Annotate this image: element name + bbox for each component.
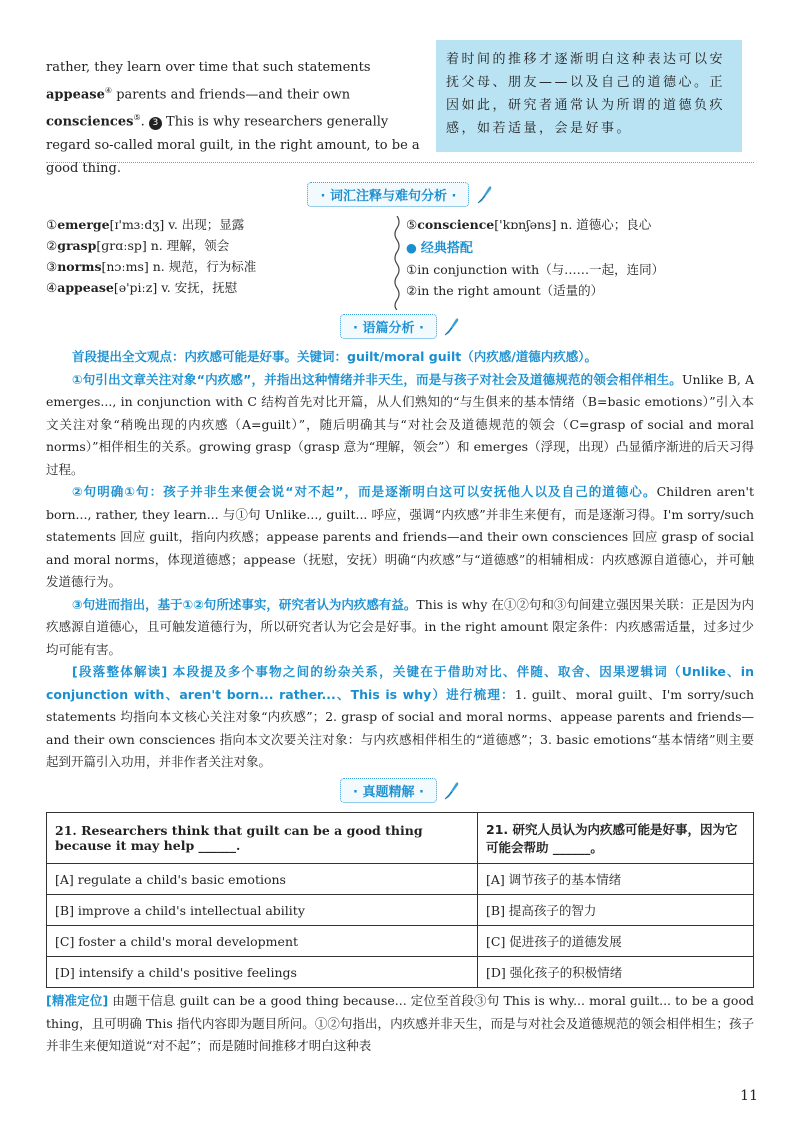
passage-analysis <box>46 346 754 774</box>
question-stem-en: 21. Researchers think that guilt can be a good thing because it may help ______. <box>47 813 478 864</box>
option-c-en: [C] foster a child's moral development <box>47 926 478 957</box>
quill-icon <box>444 780 460 800</box>
collocation-title: ● 经典搭配 <box>406 240 473 256</box>
translation-box: 着时间的推移才逐渐明白这种表达可以安抚父母、朋友——以及自己的道德心。正因如此，研究者通常认为所谓的道德负疚感，如若适量，会是好事。 <box>436 40 742 152</box>
locate-paragraph: [精准定位] 由题干信息 guilt can be a good thing because... 定位至首段③句 This is why... moral guilt... to be a good thing，且可明确 This 指代内容即为题目所问。①②句指出，内疚感并非天生，而是与对社会及道德规范的领会相伴相生；孩子并非生来便知道说“对不起”；而是随时间推移才明白这种表 <box>46 993 754 1053</box>
vocab-list-left <box>46 214 386 298</box>
option-a-en: [A] regulate a child's basic emotions <box>47 864 478 895</box>
option-row <box>47 926 754 957</box>
option-b-en: [B] improve a child's intellectual ability <box>47 895 478 926</box>
divider <box>46 162 754 163</box>
vocab-list-right <box>406 214 756 301</box>
vocab-item: ②grasp[ɡrɑːsp] n. 理解，领会 <box>46 238 230 253</box>
top-english-paragraph: rather, they learn over time that such statements appease④ parents and friends—and their own consciences⑤. 3 This is why researchers generally regard so-called moral guilt, in the right amount, to be a good thing. <box>46 60 420 176</box>
vocab-item: ③norms[nɔːms] n. 规范，行为标准 <box>46 259 257 274</box>
question-stem-cn: 21. 研究人员认为内疚感可能是好事，因为它可能会帮助 ______。 <box>478 813 754 864</box>
option-b-cn: [B] 提高孩子的智力 <box>478 895 754 926</box>
analysis-sentence-1: ①句引出文章关注对象“内疚感”，并指出这种情绪并非天生，而是与孩子对社会及道德规范的领会相伴相生。Unlike B, A emerges..., in conjunction with C 结构首先对比开篇，从人们熟知的“与生俱来的基本情绪（B=basic emotions）”引入本文关注对象“稍晚出现的内疚感（A=guilt）”，随后明确其与“对社会及道德规范的领会（C=grasp of social and moral norms）”相伴相生的关系。growing grasp（grasp 意为“理解，领会”）和 emerges（浮现，出现）凸显循序渐进的后天习得过程。 <box>46 371 754 477</box>
passage-analysis-heading: · 语篇分析 · <box>0 314 800 339</box>
question-stem-row <box>47 813 754 864</box>
vocab-item: ④appease[ə'piːz] v. 安抚，抚慰 <box>46 280 238 295</box>
page-number: 11 <box>740 1088 758 1104</box>
vocab-item: ①emerge[ɪ'mɜːdʒ] v. 出现；显露 <box>46 217 245 232</box>
option-row <box>47 895 754 926</box>
collocation-item: ②in the right amount（适量的） <box>406 283 604 298</box>
bullet-icon: ● <box>406 240 417 255</box>
sentence-3-marker: 3 <box>149 117 162 130</box>
vocab-item: ⑤conscience['kɒnʃəns] n. 道德心；良心 <box>406 217 652 232</box>
option-d-cn: [D] 强化孩子的积极情绪 <box>478 957 754 988</box>
analysis-sentence-3: ③句进而指出，基于①②句所述事实，研究者认为内疚感有益。This is why 在①②句和③句间建立强因果关联：正是因为内疚感源自道德心，且可触发道德行为，所以研究者认为它会是好事。in the right amount 限定条件：内疚感需适量，过多过少均可能有害。 <box>46 596 754 657</box>
question-table <box>46 812 754 988</box>
quill-icon <box>444 316 460 336</box>
option-d-en: [D] intensify a child's positive feelings <box>47 957 478 988</box>
option-row <box>47 957 754 988</box>
collocation-item: ①in conjunction with（与……一起，连同） <box>406 262 665 277</box>
divider-bracket-icon <box>392 216 402 310</box>
vocab-heading: · 词汇注释与难句分析 · <box>0 182 800 207</box>
analysis-overall: [段落整体解读] 本段提及多个事物之间的纷杂关系，关键在于借助对比、伴随、取舍、因果逻辑词（Unlike、in conjunction with、aren't born... rather...、This is why）进行梳理：1. guilt、moral guilt、I'm sorry/such statements 均指向本文核心关注对象“内疚感”；2. grasp of social and moral norms、appease parents and friends—and their own consciences 指向本文次要关注对象：与内疚感相伴相生的“道德感”；3. basic emotions“基本情绪”则主要起到开篇引入功用，并非作者关注对象。 <box>46 664 754 769</box>
option-c-cn: [C] 促进孩子的道德发展 <box>478 926 754 957</box>
analysis-summary: 首段提出全文观点：内疚感可能是好事。关键词：guilt/moral guilt（内疚感/道德内疚感）。 <box>72 349 598 364</box>
analysis-sentence-2: ②句明确①句：孩子并非生来便会说“对不起”，而是逐渐明白这可以安抚他人以及自己的道德心。Children aren't born..., rather, they learn... 与①句 Unlike..., guilt... 呼应，强调“内疚感”并非生来便有，而是逐渐习得。I'm sorry/such statements 回应 guilt，指向内疚感；appease parents and friends—and their own consciences 回应 grasp of social and moral norms，体现道德感；appease（抚慰，安抚）明确“内疚感”与“道德感”的相辅相成：内疚感源自道德心，并可触发道德行为。 <box>46 484 754 589</box>
real-question-heading: · 真题精解 · <box>0 778 800 803</box>
quill-icon <box>477 184 493 204</box>
option-a-cn: [A] 调节孩子的基本情绪 <box>478 864 754 895</box>
option-row <box>47 864 754 895</box>
